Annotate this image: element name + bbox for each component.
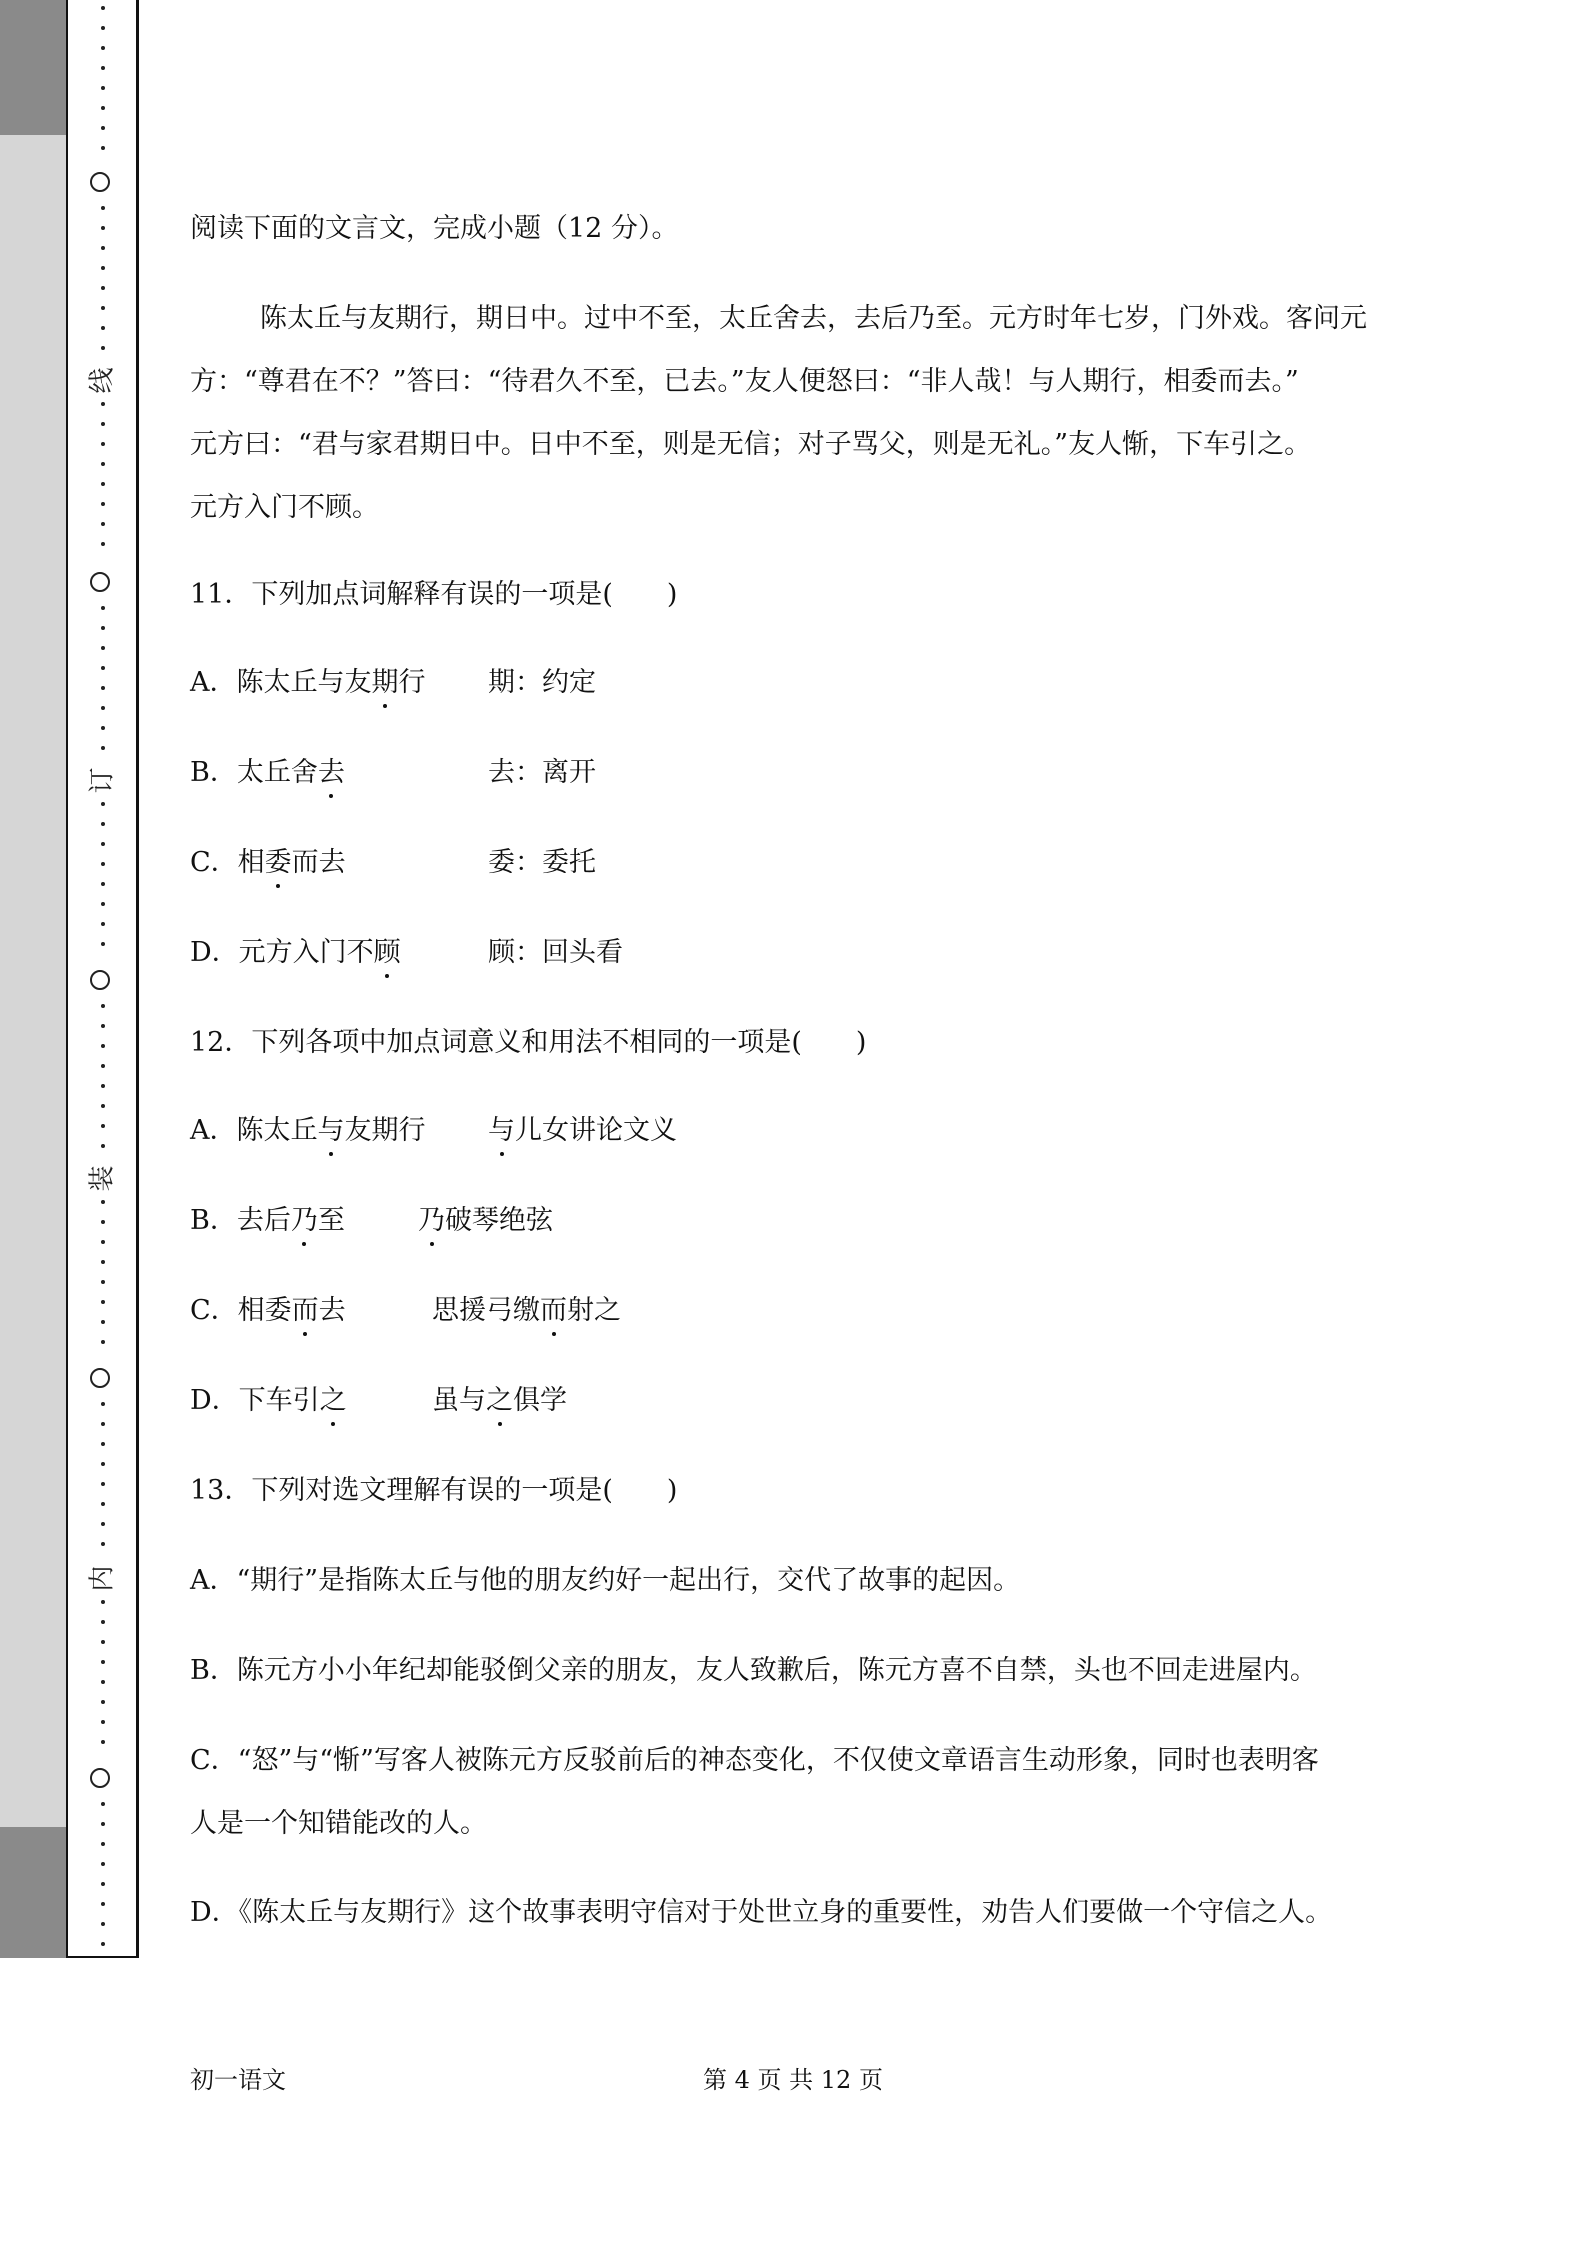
intro-text: 阅读下面的文言文，完成小题（12 分）。 <box>190 213 679 244</box>
seal-dot <box>101 922 105 926</box>
passage-line-3: 元方曰：“君与家君期日中。日中不至，则是无信；对子骂父，则是无礼。”友人惭，下车引之。 <box>190 429 1312 460</box>
seal-dot <box>101 802 105 806</box>
binding-border-bottom <box>66 1956 139 1958</box>
seal-dot <box>101 822 105 826</box>
seal-dot <box>101 1680 105 1684</box>
passage-line-1: 陈太丘与友期行，期日中。过中不至，太丘舍去，去后乃至。元方时年七岁，门外戏。客问元 <box>260 303 1367 334</box>
seal-dot <box>101 1240 105 1244</box>
seal-dot <box>101 1902 105 1906</box>
question-11-option-c-gloss: 委：委托 <box>488 847 596 878</box>
seal-dot <box>101 206 105 210</box>
seal-dot <box>101 1104 105 1108</box>
question-11-option-d-gloss: 顾：回头看 <box>488 937 623 968</box>
footer-subject: 初一语文 <box>190 2066 286 2094</box>
seal-dot <box>101 1024 105 1028</box>
seal-dot <box>101 1462 105 1466</box>
seal-dot <box>101 1064 105 1068</box>
seal-dot <box>101 1700 105 1704</box>
question-13-option-c: C．“怒”与“惭”写客人被陈元方反驳前后的神态变化，不仅使文章语言生动形象，同时也表明客 <box>190 1745 1319 1776</box>
seal-dot <box>101 726 105 730</box>
seal-dot <box>101 1660 105 1664</box>
seal-dot <box>101 1044 105 1048</box>
question-11-option-d: D．元方入门不顾 <box>190 937 401 968</box>
seal-dot <box>101 1600 105 1604</box>
seal-dot <box>101 306 105 310</box>
seal-dot <box>101 1640 105 1644</box>
seal-dot <box>101 1124 105 1128</box>
question-12-option-d: D．下车引之 <box>190 1385 347 1416</box>
seal-circle <box>90 1768 110 1788</box>
question-12-option-a: A．陈太丘与友期行 <box>190 1115 426 1146</box>
seal-dot <box>101 1300 105 1304</box>
seal-dot <box>101 326 105 330</box>
seal-circle <box>90 970 110 990</box>
seal-dot <box>101 1740 105 1744</box>
seal-dot <box>101 502 105 506</box>
seal-dot <box>101 1922 105 1926</box>
seal-dot <box>101 1942 105 1946</box>
seal-dot <box>101 422 105 426</box>
question-11-option-c: C．相委而去 <box>190 847 346 878</box>
seal-dot <box>101 626 105 630</box>
question-11-option-b: B．太丘舍去 <box>190 757 345 788</box>
seal-circle <box>90 572 110 592</box>
seal-mark-2: 装 <box>87 1165 118 1192</box>
question-13-option-b: B．陈元方小小年纪却能驳倒父亲的朋友，友人致歉后，陈元方喜不自禁，头也不回走进屋内。 <box>190 1655 1317 1686</box>
question-12-option-c-compare: 思援弓缴而射之 <box>432 1295 621 1326</box>
question-13-option-c-continued: 人是一个知错能改的人。 <box>190 1808 487 1839</box>
question-13-option-a: A．“期行”是指陈太丘与他的朋友约好一起出行，交代了故事的起因。 <box>190 1565 1021 1596</box>
seal-dot <box>101 942 105 946</box>
question-11-option-a-gloss: 期：约定 <box>488 667 596 698</box>
seal-dot <box>101 1720 105 1724</box>
seal-dot <box>101 1280 105 1284</box>
seal-dot <box>101 1004 105 1008</box>
seal-dot <box>101 1502 105 1506</box>
seal-dot <box>101 686 105 690</box>
seal-dot <box>101 442 105 446</box>
seal-dot <box>101 706 105 710</box>
seal-dot <box>101 1200 105 1204</box>
seal-dot <box>101 402 105 406</box>
seal-dot <box>101 606 105 610</box>
footer-page-number: 第 4 页 共 12 页 <box>703 2066 883 2094</box>
seal-dot <box>101 286 105 290</box>
seal-mark-3: 内 <box>87 1565 118 1592</box>
seal-mark-0: 线 <box>87 367 118 394</box>
seal-dot <box>101 522 105 526</box>
seal-dot <box>101 46 105 50</box>
seal-dot <box>101 1802 105 1806</box>
question-12-option-b-compare: 乃破琴绝弦 <box>418 1205 553 1236</box>
binding-strip <box>0 135 66 1827</box>
seal-dot <box>101 126 105 130</box>
passage-line-2: 方：“尊君在不？”答曰：“待君久不至，已去。”友人便怒曰：“非人哉！与人期行，相委而去。” <box>190 366 1299 397</box>
seal-dot <box>101 1144 105 1148</box>
question-12-option-c: C．相委而去 <box>190 1295 346 1326</box>
binding-border-right <box>136 0 139 1958</box>
seal-dot <box>101 542 105 546</box>
seal-dot <box>101 1482 105 1486</box>
seal-dot <box>101 266 105 270</box>
seal-dot <box>101 1522 105 1526</box>
question-12-stem: 12．下列各项中加点词意义和用法不相同的一项是( ) <box>190 1027 867 1058</box>
seal-dot <box>101 346 105 350</box>
seal-dot <box>101 862 105 866</box>
seal-dot <box>101 66 105 70</box>
binding-strip-top <box>0 0 66 135</box>
question-13-stem: 13．下列对选文理解有误的一项是( ) <box>190 1475 678 1506</box>
question-12-option-a-compare: 与儿女讲论文义 <box>488 1115 677 1146</box>
seal-dot <box>101 1542 105 1546</box>
seal-dot <box>101 146 105 150</box>
seal-circle <box>90 1368 110 1388</box>
question-11-option-b-gloss: 去：离开 <box>488 757 596 788</box>
seal-dot <box>101 1422 105 1426</box>
binding-strip-bottom <box>0 1827 66 1958</box>
seal-dot <box>101 1862 105 1866</box>
seal-dot <box>101 1320 105 1324</box>
seal-dot <box>101 666 105 670</box>
seal-dot <box>101 106 105 110</box>
seal-dot <box>101 1882 105 1886</box>
binding-border-left <box>66 0 68 1958</box>
seal-circle <box>90 172 110 192</box>
seal-dot <box>101 902 105 906</box>
passage-line-4: 元方入门不顾。 <box>190 492 379 523</box>
seal-dot <box>101 1084 105 1088</box>
seal-dot <box>101 842 105 846</box>
seal-dot <box>101 1260 105 1264</box>
seal-dot <box>101 86 105 90</box>
seal-dot <box>101 746 105 750</box>
seal-dot <box>101 1620 105 1624</box>
seal-dot <box>101 1842 105 1846</box>
seal-dot <box>101 1442 105 1446</box>
seal-dot <box>101 1822 105 1826</box>
seal-dot <box>101 246 105 250</box>
seal-dot <box>101 646 105 650</box>
seal-dot <box>101 1402 105 1406</box>
question-12-option-d-compare: 虽与之俱学 <box>432 1385 567 1416</box>
seal-dot <box>101 482 105 486</box>
seal-dot <box>101 226 105 230</box>
question-11-stem: 11．下列加点词解释有误的一项是( ) <box>190 579 678 610</box>
seal-dot <box>101 26 105 30</box>
seal-dot <box>101 6 105 10</box>
seal-dot <box>101 882 105 886</box>
question-13-option-d: D．《陈太丘与友期行》这个故事表明守信对于处世立身的重要性，劝告人们要做一个守信之人。 <box>190 1897 1333 1928</box>
seal-dot <box>101 1220 105 1224</box>
question-11-option-a: A．陈太丘与友期行 <box>190 667 426 698</box>
seal-dot <box>101 462 105 466</box>
seal-mark-1: 订 <box>87 767 118 794</box>
question-12-option-b: B．去后乃至 <box>190 1205 345 1236</box>
seal-dot <box>101 1340 105 1344</box>
